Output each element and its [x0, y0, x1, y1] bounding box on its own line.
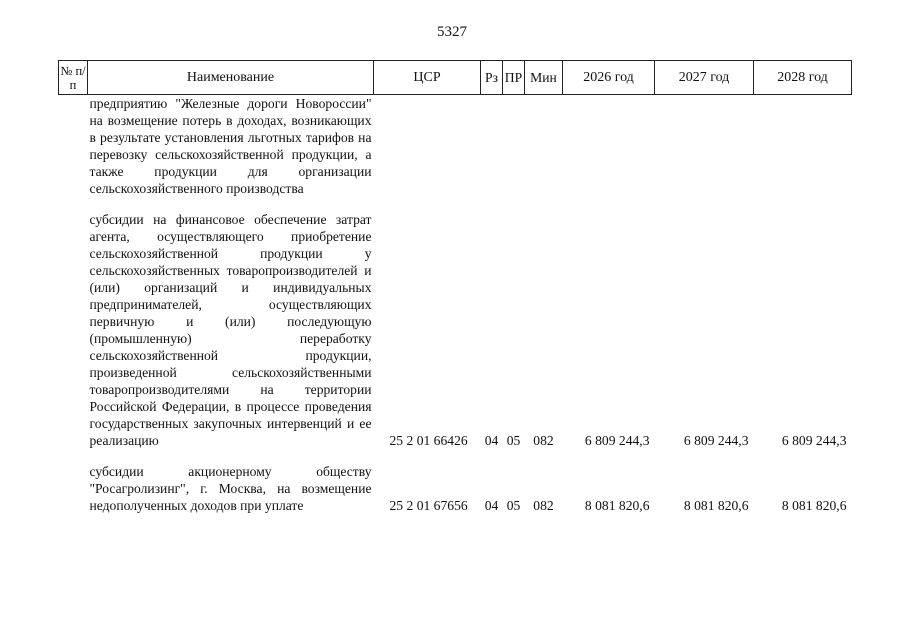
table-header-row	[59, 61, 852, 95]
row-gap	[59, 197, 852, 211]
row-amount-2027	[655, 95, 754, 198]
row-pr: 05	[506, 498, 521, 513]
header-name: Наименование	[88, 61, 374, 95]
row-pr: 05	[506, 433, 521, 448]
row-amount-2026: 6 809 244,3	[584, 433, 650, 448]
header-min: Мин	[525, 61, 563, 95]
header-2028: 2028 год	[754, 61, 852, 95]
row-csr	[374, 95, 481, 198]
header-rz: Рз	[481, 61, 503, 95]
row-min: 082	[533, 498, 554, 513]
row-amount-2027: 8 081 820,6	[683, 498, 749, 513]
row-amount-2026: 8 081 820,6	[584, 498, 650, 513]
row-name: субсидии акционерному обществу "Росагролизинг", г. Москва, на возмещение недополученных доходов при уплате	[89, 464, 372, 513]
row-min: 082	[533, 433, 554, 448]
header-pr: ПР	[503, 61, 525, 95]
row-amount-2028	[754, 95, 852, 198]
header-csr: ЦСР	[374, 61, 481, 95]
row-number-cell	[59, 211, 88, 449]
row-rz	[481, 95, 503, 198]
row-number-cell	[59, 463, 88, 514]
header-2027: 2027 год	[655, 61, 754, 95]
row-gap	[59, 449, 852, 463]
row-amount-2027: 6 809 244,3	[683, 433, 749, 448]
row-csr: 25 2 01 66426	[389, 433, 468, 448]
table-row	[59, 211, 852, 449]
header-number: № п/п	[59, 61, 88, 95]
row-pr	[503, 95, 525, 198]
row-name: субсидии на финансовое обеспечение затрат агента, осуществляющего приобретение сельскохозяйственной продукции у сельскохозяйственных товаропроизводителей и (или) организаций и индивидуальных предпринимателей, осуществляющих первичную и (или) последующую (промышленную) переработку сельскохозяйственной продукции, произведенной сельскохозяйственными товаропроизводителями на территории Российской Федерации, в процессе проведения государственных закупочных интервенций и ее реализацию	[89, 212, 372, 448]
row-rz: 04	[484, 433, 499, 448]
row-min	[525, 95, 563, 198]
budget-table	[58, 60, 852, 514]
row-amount-2028: 6 809 244,3	[781, 433, 847, 448]
row-csr: 25 2 01 67656	[389, 498, 468, 513]
table-row	[59, 95, 852, 198]
row-name: предприятию "Железные дороги Новороссии" на возмещение потерь в доходах, возникающих в результате установления льготных тарифов на перевозку сельскохозяйственной продукции, а также продукции для организации сельскохозяйственного производства	[89, 96, 372, 196]
row-rz: 04	[484, 498, 499, 513]
row-amount-2028: 8 081 820,6	[781, 498, 847, 513]
row-amount-2026	[563, 95, 655, 198]
row-number-cell	[59, 95, 88, 198]
table-row	[59, 463, 852, 514]
header-2026: 2026 год	[563, 61, 655, 95]
page-number: 5327	[437, 24, 467, 40]
